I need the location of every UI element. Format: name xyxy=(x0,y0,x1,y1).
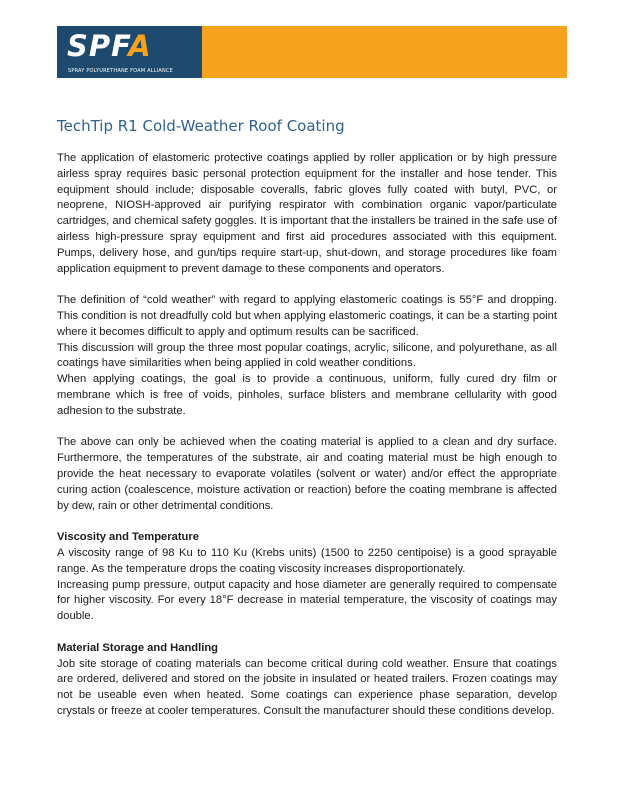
paragraph: This discussion will group the three most popular coatings, acrylic, silicone, and polyurethane, as all coatings have similarities when being applied in cold weather conditions. xyxy=(57,341,557,370)
section-heading-storage: Material Storage and Handling xyxy=(57,641,219,654)
logo-subtitle: SPRAY POLYURETHANE FOAM ALLIANCE xyxy=(68,68,174,74)
paragraph: A viscosity range of 98 Ku to 110 Ku (Krebs units) (1500 to 2250 centipoise) is a good sprayable range. As the temperature drops the coating viscosity increases disproportionately. xyxy=(57,546,557,575)
logo-wordmark: SPFA xyxy=(67,29,152,63)
paragraph: The definition of “cold weather” with regard to applying elastomeric coatings is 55°F and dropping. This condition is not dreadfully cold but when applying elastomeric coatings, it can be a starting point where it becomes difficult to apply and optimum results can be sacrificed. xyxy=(57,294,557,338)
paragraph: Increasing pump pressure, output capacity and hose diameter are generally required to compensate for higher viscosity. For every 18°F decrease in material temperature, the viscosity of coatings may double. xyxy=(57,578,557,623)
header-banner xyxy=(57,26,567,78)
paragraph: The application of elastomeric protective coatings applied by roller application or by high pressure airless spray requires basic personal protection equipment for the installer and hose tender. This equipment should include; disposable coveralls, fabric gloves fully coated with butyl, PVC, or neoprene, NIOSH-approved air purifying respirator with combination organic vapor/particulate cartridges, and chemical safety goggles. It is important that the installers be trained in the safe use of airless high-pressure spray equipment and first aid procedures associated with this equipment. Pumps, delivery hose, and gun/tips require start-up, shut-down, and storage procedures like foam application equipment to prevent damage to these components and operators. xyxy=(57,152,557,275)
page-title: TechTip R1 Cold-Weather Roof Coating xyxy=(57,117,345,135)
document-body xyxy=(57,151,557,720)
paragraph: The above can only be achieved when the coating material is applied to a clean and dry surface. Furthermore, the temperatures of the substrate, air and coating material must be high enough to provide the heat necessary to evaporate volatiles (solvent or water) and/or effect the appropriate curing action (coalescence, moisture activation or reaction) before the coating membrane is affected by dew, rain or other detrimental conditions. xyxy=(57,436,557,512)
paragraph: Job site storage of coating materials can become critical during cold weather. Ensure that coatings are ordered, delivered and stored on the jobsite in insulated or heated trailers. Frozen coatings may not be useable even when heated. Some coatings can experience phase separation, develop crystals or freeze at cooler temperatures. Consult the manufacturer should these conditions develop. xyxy=(57,657,557,717)
paragraph: When applying coatings, the goal is to provide a continuous, uniform, fully cured dry film or membrane which is free of voids, pinholes, surface blisters and membrane cellularity with good adhesion to the substrate. xyxy=(57,373,557,417)
spfa-logo xyxy=(57,26,202,78)
header-accent-bar xyxy=(202,26,567,78)
section-heading-viscosity: Viscosity and Temperature xyxy=(57,531,199,544)
